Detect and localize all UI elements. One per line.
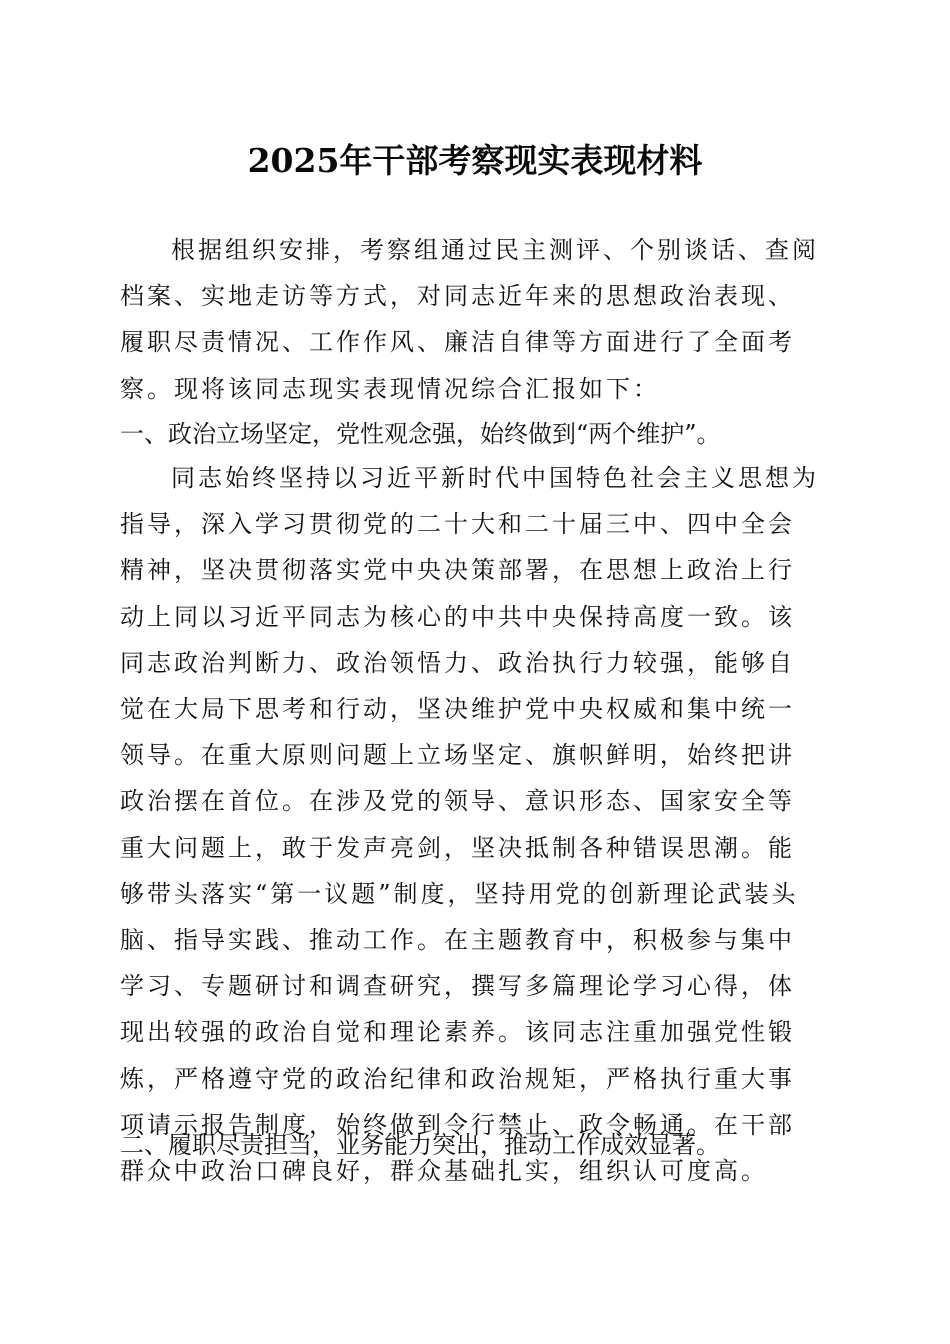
section-1-heading: 一、政治立场坚定，党性观念强，始终做到“两个维护”。	[120, 420, 721, 448]
intro-paragraph-block	[120, 227, 820, 412]
section-1-paragraph: 同志始终坚持以习近平新时代中国特色社会主义思想为指导，深入学习贯彻党的二十大和二十届三中、四中全会精神，坚决贯彻落实党中央决策部署，在思想上政治上行动上同以习近平同志为核心的中共中央保持高度一致。该同志政治判断力、政治领悟力、政治执行力较强，能够自觉在大局下思考和行动，坚决维护党中央权威和集中统一领导。在重大原则问题上立场坚定、旗帜鲜明，始终把讲政治摆在首位。在涉及党的领导、意识形态、国家安全等重大问题上，敢于发声亮剑，坚决抵制各种错误思潮。能够带头落实“第一议题”制度，坚持用党的创新理论武装头脑、指导实践、推动工作。在主题教育中，积极参与集中学习、专题研讨和调查研究，撰写多篇理论学习心得，体现出较强的政治自觉和理论素养。该同志注重加强党性锻炼，严格遵守党的政治纪律和政治规矩，严格执行重大事项请示报告制度，始终做到令行禁止、政令畅通。在干部群众中政治口碑良好，群众基础扎实，组织认可度高。	[120, 464, 819, 1186]
document-title: 2025年干部考察现实表现材料	[247, 141, 703, 180]
section-1-heading-block	[120, 411, 820, 457]
section-2-heading-block	[120, 1122, 820, 1168]
section-1-body-block	[120, 455, 820, 1194]
intro-paragraph: 根据组织安排，考察组通过民主测评、个别谈话、查阅档案、实地走访等方式，对同志近年来的思想政治表现、履职尽责情况、工作作风、廉洁自律等方面进行了全面考察。现将该同志现实表现情况综合汇报如下：	[120, 236, 819, 403]
section-2-heading: 二、履职尽责担当，业务能力突出，推动工作成效显著。	[120, 1131, 720, 1159]
